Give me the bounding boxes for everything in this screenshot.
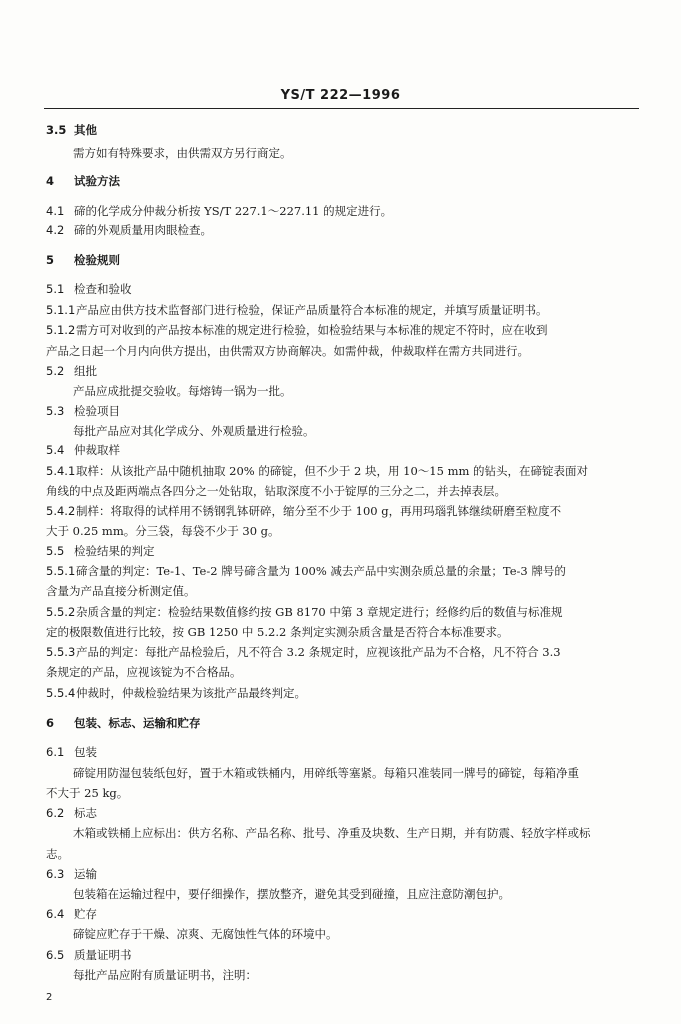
paragraph: 含量为产品直接分析测定值。 <box>46 584 196 598</box>
paragraph: 包装箱在运输过程中，要仔细操作，摆放整齐，避免其受到碰撞，且应注意防潮包护。 <box>73 887 510 901</box>
clause-5-4-2: 5.4.2制样：将取得的试样用不锈钢乳钵研碎，缩分至不少于 100 g，再用玛瑙乳钵继续研磨至粒度不 <box>46 504 562 518</box>
paragraph: 大于 0.25 mm。分三袋，每袋不少于 30 g。 <box>46 524 280 538</box>
clause-6-5: 6.5 质量证明书 <box>46 948 132 962</box>
paragraph: 每批产品应对其化学成分、外观质量进行检验。 <box>73 424 315 438</box>
paragraph: 每批产品应附有质量证明书，注明： <box>73 968 257 982</box>
clause-5-5-1: 5.5.1碲含量的判定：Te-1、Te-2 牌号碲含量为 100% 减去产品中实测杂质总量的余量；Te-3 牌号的 <box>46 564 566 578</box>
header-rule <box>44 108 639 109</box>
clause-5-4: 5.4 仲裁取样 <box>46 443 120 457</box>
clause-6-3: 6.3 运输 <box>46 867 97 881</box>
clause-5-3: 5.3 检验项目 <box>46 404 120 418</box>
clause-5-4-1: 5.4.1取样：从该批产品中随机抽取 20% 的碲锭，但不少于 2 块，用 10～15 mm 的钻头，在碲锭表面对 <box>46 464 589 478</box>
paragraph: 不大于 25 kg。 <box>46 786 129 800</box>
clause-6-1: 6.1 包装 <box>46 745 97 759</box>
clause-5-1-2: 5.1.2需方可对收到的产品按本标准的规定进行检验，如检验结果与本标准的规定不符时，应在收到 <box>46 323 548 337</box>
clause-5-5-3: 5.5.3产品的判定：每批产品检验后，凡不符合 3.2 条规定时，应视该批产品为不合格，凡不符合 3.3 <box>46 645 561 659</box>
clause-5-5-2: 5.5.2杂质含量的判定：检验结果数值修约按 GB 8170 中第 3 章规定进行；经修约后的数值与标准规 <box>46 605 563 619</box>
clause-4-1: 4.1 碲的化学成分仲裁分析按 YS/T 227.1～227.11 的规定进行。 <box>46 204 393 218</box>
clause-5-5-4: 5.5.4仲裁时，仲裁检验结果为该批产品最终判定。 <box>46 686 306 700</box>
clause-5-2: 5.2 组批 <box>46 364 97 378</box>
paragraph: 产品应成批提交验收。每熔铸一锅为一批。 <box>73 384 292 398</box>
standard-code: YS/T 222—1996 <box>280 88 401 103</box>
page-number: 2 <box>46 992 53 1003</box>
paragraph: 产品之日起一个月内向供方提出，由供需双方协商解决。如需仲裁，仲裁取样在需方共同进行。 <box>46 344 529 358</box>
paragraph: 木箱或铁桶上应标出：供方名称、产品名称、批号、净重及块数、生产日期，并有防震、轻放字样或标 <box>73 826 591 840</box>
paragraph: 条规定的产品，应视该锭为不合格品。 <box>46 665 242 679</box>
paragraph: 碲锭应贮存于干燥、凉爽、无腐蚀性气体的环境中。 <box>73 927 338 941</box>
clause-5-5: 5.5 检验结果的判定 <box>46 544 155 558</box>
heading-5: 5 检验规则 <box>46 253 120 267</box>
paragraph: 碲锭用防湿包装纸包好，置于木箱或铁桶内，用碎纸等塞紧。每箱只准装同一牌号的碲锭，每箱净重 <box>73 766 579 780</box>
heading-3-5: 3.5 其他 <box>46 123 97 137</box>
heading-6: 6 包装、标志、运输和贮存 <box>46 716 201 730</box>
paragraph: 志。 <box>46 847 69 861</box>
clause-5-1: 5.1 检查和验收 <box>46 282 132 296</box>
paragraph: 定的极限数值进行比较，按 GB 1250 中 5.2.2 条判定实测杂质含量是否符合本标准要求。 <box>46 625 509 639</box>
clause-4-2: 4.2 碲的外观质量用肉眼检查。 <box>46 223 212 237</box>
paragraph: 角线的中点及距两端点各四分之一处钻取，钻取深度不小于锭厚的三分之二，并去掉表层。 <box>46 484 506 498</box>
clause-6-2: 6.2 标志 <box>46 806 97 820</box>
heading-4: 4 试验方法 <box>46 174 120 188</box>
clause-6-4: 6.4 贮存 <box>46 907 97 921</box>
clause-5-1-1: 5.1.1产品应由供方技术监督部门进行检验，保证产品质量符合本标准的规定，并填写质量证明书。 <box>46 303 548 317</box>
paragraph: 需方如有特殊要求，由供需双方另行商定。 <box>73 146 292 160</box>
